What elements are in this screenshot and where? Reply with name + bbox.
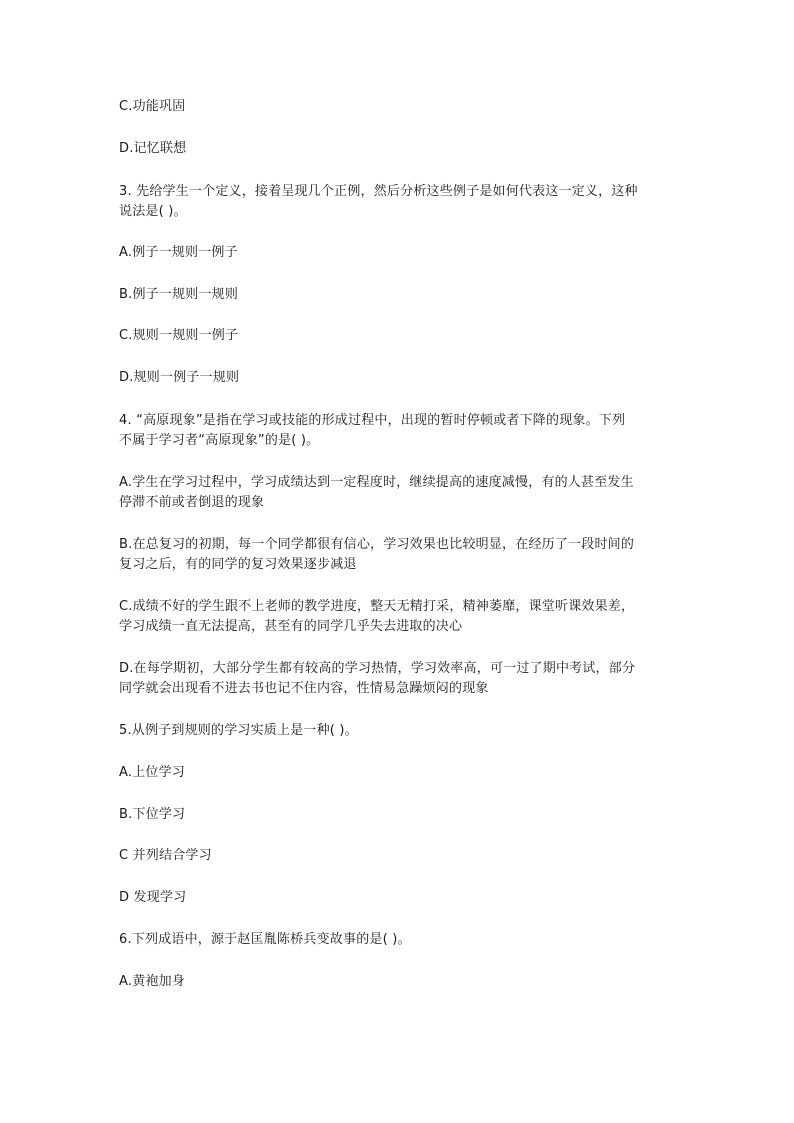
option-c-q5: C 并列结合学习 — [119, 848, 212, 863]
option-c-q4-line-2: 学习成绩一直无法提高，甚至有的同学几乎失去进取的决心 — [119, 619, 463, 634]
option-d-q5: D 发现学习 — [119, 890, 187, 905]
option-a-q6: A.黄袍加身 — [119, 974, 185, 989]
option-d-q4-line-2: 同学就会出现看不进去书也记不住内容，性情易急躁烦闷的现象 — [119, 681, 489, 696]
option-b-q3: B.例子一规则一规则 — [119, 287, 239, 302]
question-3-line-2: 说法是( )。 — [119, 204, 187, 219]
question-3-line-1: 3. 先给学生一个定义，接着呈现几个正例，然后分析这些例子是如何代表这一定义，这种 — [119, 184, 638, 199]
option-d-q3: D.规则一例子一规则 — [119, 370, 240, 385]
option-c-q2: C.功能巩固 — [119, 99, 186, 114]
option-d-q4-line-1: D.在每学期初，大部分学生都有较高的学习热情，学习效率高，可一过了期中考试，部分 — [119, 661, 636, 676]
option-a-q4-line-2: 停滞不前或者倒退的现象 — [119, 495, 265, 510]
option-a-q5: A.上位学习 — [119, 765, 185, 780]
option-b-q4-line-2: 复习之后，有的同学的复习效果逐步减退 — [119, 557, 357, 572]
option-c-q4-line-1: C.成绩不好的学生跟不上老师的教学进度，整天无精打采，精神萎靡，课堂听课效果差， — [119, 599, 635, 614]
option-d-q2: D.记忆联想 — [119, 141, 187, 156]
option-a-q4-line-1: A.学生在学习过程中，学习成绩达到一定程度时，继续提高的速度减慢，有的人甚至发生 — [119, 475, 634, 490]
question-4-line-1: 4. “高原现象”是指在学习或技能的形成过程中，出现的暂时停顿或者下降的现象。下列 — [119, 413, 626, 428]
option-c-q3: C.规则一规则一例子 — [119, 328, 239, 343]
question-6: 6.下列成语中，源于赵匡胤陈桥兵变故事的是( )。 — [119, 932, 411, 947]
question-5: 5.从例子到规则的学习实质上是一种( )。 — [119, 723, 358, 738]
option-a-q3: A.例子一规则一例子 — [119, 245, 238, 260]
option-b-q4-line-1: B.在总复习的初期，每一个同学都很有信心，学习效果也比较明显，在经历了一段时间的 — [119, 537, 635, 552]
option-b-q5: B.下位学习 — [119, 807, 186, 822]
question-4-line-2: 不属于学习者“高原现象”的是( )。 — [119, 433, 320, 448]
